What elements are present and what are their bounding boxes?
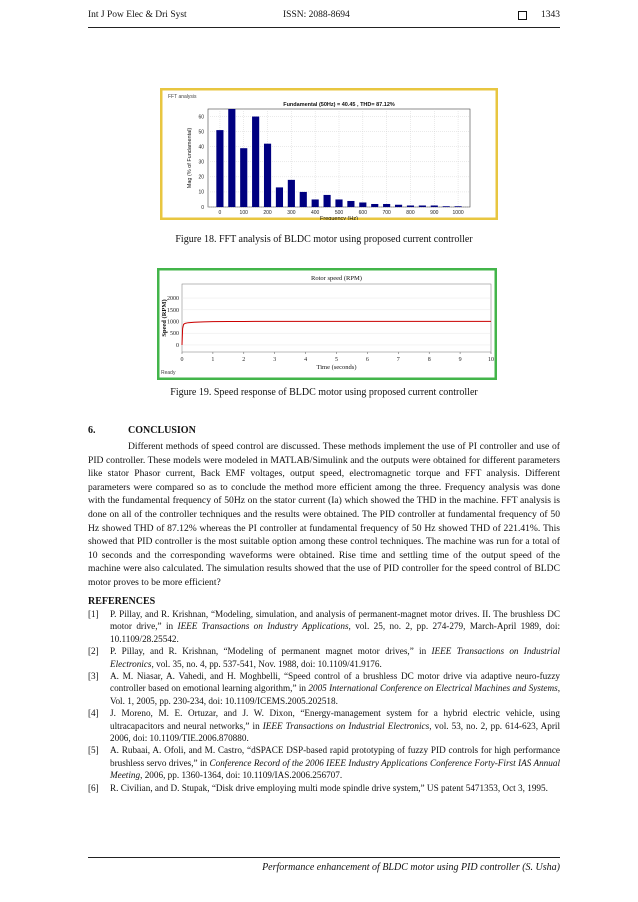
fft-bar — [276, 187, 283, 207]
figure-19-caption: Figure 19. Speed response of BLDC motor using proposed current controller — [170, 387, 478, 398]
page-footer: Performance enhancement of BLDC motor using PID controller (S. Usha) — [262, 862, 560, 873]
fft-x-tick-label: 700 — [382, 210, 391, 216]
fft-bar — [371, 204, 378, 207]
figure-19 — [157, 268, 497, 385]
speed-y-tick-label: 0 — [176, 342, 179, 349]
speed-x-tick-label: 9 — [458, 357, 462, 363]
fft-bar — [455, 206, 462, 207]
fft-y-axis-label: Mag (% of Fundamental) — [187, 127, 193, 189]
fft-y-tick-label: 60 — [198, 114, 204, 121]
fft-x-tick-label: 1000 — [452, 210, 464, 216]
fft-bar — [216, 130, 223, 207]
fft-bar — [312, 199, 319, 207]
fft-x-tick-label: 500 — [334, 210, 344, 216]
fft-x-tick-label: 400 — [311, 210, 320, 216]
speed-y-tick-label: 500 — [170, 331, 179, 338]
speed-x-tick-label: 7 — [396, 357, 400, 363]
fft-bar — [347, 201, 354, 207]
fft-x-tick-label: 100 — [239, 210, 248, 216]
speed-y-tick-label: 1500 — [167, 307, 179, 314]
fft-chart — [160, 88, 498, 220]
reference-item: [2] P. Pillay, and R. Krishnan, “Modeling of permanent magnet motor drives,” in IEEE Transactions on Industrial Electronics, vol. 35, no. 4, pp. 537-541, Nov. 1988, doi: 10.1109/41.9176. — [88, 646, 561, 669]
reference-item: [1] P. Pillay, and R. Krishnan, “Modeling, simulation, and analysis of permanent-magnet motor drives. II. The brushless DC motor drive,” in IEEE Transactions on Industry Applications, vol. 25, no. 2, pp. 274-279, March-April 1989, doi: 10.1109/28.25542. — [88, 609, 560, 644]
fft-bar — [288, 180, 295, 207]
fft-bar — [335, 199, 342, 207]
fft-y-tick-label: 10 — [198, 189, 204, 196]
fft-x-tick-label: 800 — [406, 210, 415, 216]
fft-window-label: FFT analysis — [168, 94, 197, 100]
fft-bar — [252, 117, 259, 207]
speed-x-axis-label: Time (seconds) — [316, 364, 357, 371]
fft-x-tick-label: 900 — [430, 210, 439, 216]
section-title: CONCLUSION — [128, 425, 196, 436]
fft-y-tick-label: 30 — [198, 159, 204, 166]
footer-rule — [88, 857, 560, 858]
fft-bar — [431, 205, 438, 207]
page-number: 1343 — [541, 10, 560, 20]
fft-bar — [264, 144, 271, 207]
speed-x-tick-label: 10 — [488, 357, 494, 363]
fft-x-tick-label: 600 — [358, 210, 367, 216]
speed-title: Rotor speed (RPM) — [311, 275, 362, 282]
speed-y-tick-label: 2000 — [167, 296, 179, 303]
fft-bar — [443, 206, 450, 207]
fft-bar — [324, 195, 331, 207]
fft-bar — [419, 205, 426, 207]
speed-x-tick-label: 8 — [427, 357, 431, 363]
page-header — [88, 10, 560, 26]
speed-y-axis-label: Speed (RPM) — [161, 299, 168, 337]
speed-x-tick-label: 3 — [273, 357, 277, 363]
reference-item: [3] A. M. Niasar, A. Vahedi, and H. Moghbelli, “Speed control of a brushless DC motor drive via adaptive neuro-fuzzy controller based on emotional learning algorithm,” in 2005 International Conference on Electrical Machines and Systems, Vol. 1, 2005, pp. 230-234, doi: 10.1109/ICEMS.2005.202518. — [88, 671, 561, 706]
speed-plot-area — [182, 284, 491, 352]
fft-x-tick-label: 0 — [218, 210, 222, 216]
section-heading — [88, 425, 196, 436]
reference-item: [5] A. Rubaai, A. Ofoli, and M. Castro, “dSPACE DSP-based rapid prototyping of fuzzy PID controls for high performance brushless servo drives,” in Conference Record of the 2006 IEEE Industry Applications Conference Forty-First IAS Annual Meeting, 2006, pp. 1360-1364, doi: 10.1109/IAS.2006.256707. — [88, 745, 560, 781]
reference-item: [6] R. Civilian, and D. Stupak, “Disk drive employing multi mode spindle drive system,” US patent 5471353, Oct 3, 1995. — [88, 782, 548, 793]
speed-x-tick-label: 2 — [242, 357, 246, 363]
fft-x-tick-label: 300 — [287, 210, 296, 216]
figure-18 — [160, 88, 498, 225]
speed-chart — [157, 268, 497, 380]
figure-18-caption: Figure 18. FFT analysis of BLDC motor using proposed current controller — [175, 234, 473, 245]
speed-x-tick-label: 0 — [180, 357, 184, 363]
references-list — [88, 608, 560, 794]
speed-y-tick-label: 1000 — [167, 319, 179, 326]
issn: ISSN: 2088-8694 — [283, 10, 350, 20]
speed-x-tick-label: 6 — [365, 357, 369, 363]
fft-bar — [383, 204, 390, 207]
fft-y-tick-label: 50 — [198, 129, 204, 136]
fft-bar — [359, 202, 366, 207]
checkbox-square-icon — [518, 11, 527, 20]
fft-x-tick-label: 200 — [263, 210, 272, 216]
references-heading: REFERENCES — [88, 596, 156, 607]
conclusion-paragraph: Different methods of speed control are discussed. These methods implement the use of PI controller and use of PID controller. These models were modeled in MATLAB/Simulink and the outputs were obtained for different parameters like stator Phasor current, Back EMF voltages, output speed, electromagnetic torque and FFT analysis. Different parameters were compared so as to conclude the method more efficient among the three. Frequency analysis was done with the fundamental frequency of 50Hz on the stator current (Ia) which showed the THD in the machine. FFT analysis is done on all of the controller techniques and the results were obtained. The PID controller at fundamental frequency of 50 Hz showed THD of 87.12% whereas the PI controller at fundamental frequency of 50 Hz showed THD of 221.41%. This showed that PID controller is the most suitable option among these control techniques. The machine was run for a total of 10 seconds and the corresponding waveforms were obtained. Rise time and settling time of the output speed of the machine were also calculated. The simulation results showed that the use of PID controller for the speed control of BLDC motor proves to be more efficient? — [88, 441, 560, 588]
fft-y-tick-label: 40 — [198, 144, 204, 151]
fft-y-tick-label: 20 — [198, 174, 204, 181]
reference-item: [4] J. Moreno, M. E. Ortuzar, and J. W. Dixon, “Energy-management system for a hybrid electric vehicle, using ultracapacitors and neural networks,” in IEEE Transactions on Industrial Electronics, vol. 53, no. 2, pp. 614-623, April 2006, doi: 10.1109/TIE.2006.870880. — [88, 708, 560, 744]
fft-bar — [240, 148, 247, 207]
fft-bar — [300, 192, 307, 207]
fft-bar — [228, 109, 235, 207]
speed-x-tick-label: 4 — [304, 357, 308, 363]
journal-name: Int J Pow Elec & Dri Syst — [88, 10, 187, 20]
fft-title: Fundamental (50Hz) = 40.45 , THD= 87.12% — [283, 102, 395, 108]
speed-x-tick-label: 5 — [335, 357, 338, 363]
header-rule — [88, 27, 560, 28]
fft-bar — [407, 205, 414, 207]
fft-x-axis-label: Frequency (Hz) — [320, 216, 358, 220]
fft-y-tick-label: 0 — [201, 204, 204, 211]
section-number: 6. — [88, 425, 96, 436]
speed-corner-label: Ready — [161, 370, 176, 376]
speed-x-tick-label: 1 — [211, 357, 215, 363]
fft-bar — [395, 205, 402, 207]
